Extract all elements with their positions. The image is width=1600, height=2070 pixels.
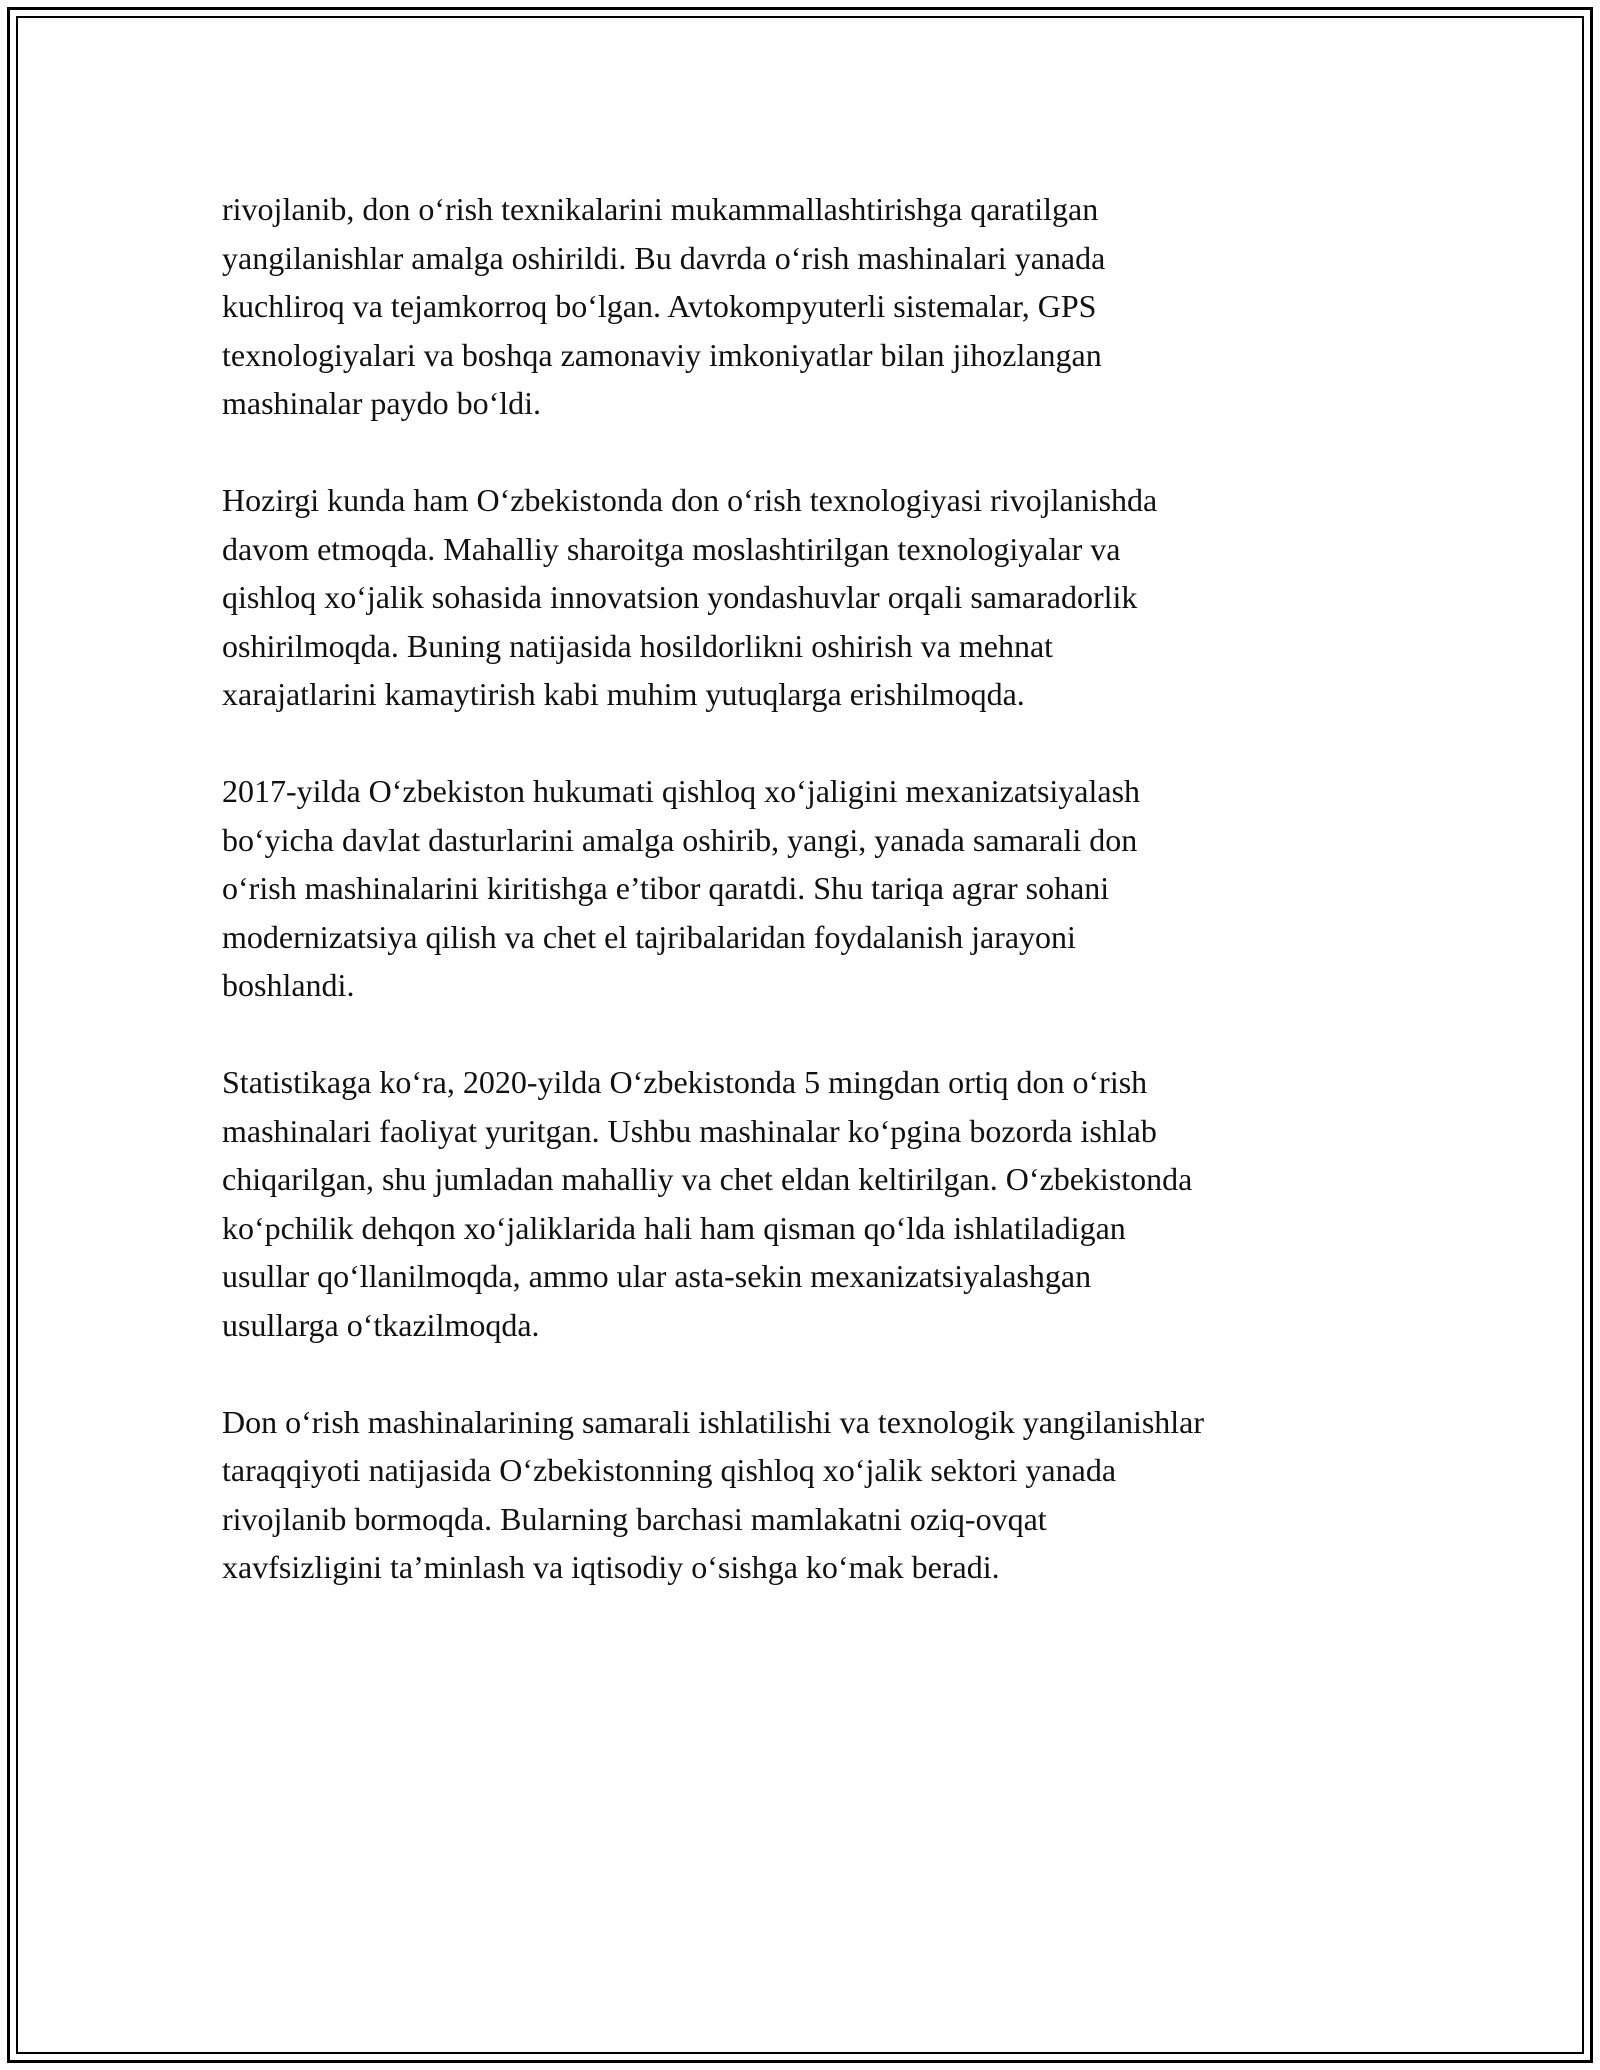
text-line: boshlandi. (222, 967, 355, 1003)
document-body (222, 185, 1382, 1640)
paragraph (222, 1058, 1382, 1349)
text-line: xavfsizligini ta’minlash va iqtisodiy o‘sishga ko‘mak beradi. (222, 1549, 1000, 1585)
text-line: Statistikaga ko‘ra, 2020-yilda O‘zbekistonda 5 mingdan ortiq don o‘rish (222, 1064, 1148, 1100)
text-line: taraqqiyoti natijasida O‘zbekistonning qishloq xo‘jalik sektori yanada (222, 1452, 1117, 1488)
text-line: o‘rish mashinalarini kiritishga e’tibor qaratdi. Shu tariqa agrar sohani (222, 870, 1110, 906)
text-line: xarajatlarini kamaytirish kabi muhim yutuqlarga erishilmoqda. (222, 676, 1025, 712)
text-line: mashinalari faoliyat yuritgan. Ushbu mashinalar ko‘pgina bozorda ishlab (222, 1112, 1157, 1149)
text-line: rivojlanib, don o‘rish texnikalarini mukammallashtirishga qaratilgan (222, 191, 1099, 227)
paragraph (222, 767, 1382, 1010)
text-line: usullarga o‘tkazilmoqda. (222, 1306, 540, 1343)
paragraph (222, 1398, 1382, 1592)
text-line: 2017-yilda O‘zbekiston hukumati qishloq xo‘jaligini mexanizatsiyalash (222, 773, 1141, 809)
text-line: modernizatsiya qilish va chet el tajribalaridan foydalanish jarayoni (222, 918, 1076, 955)
text-line: rivojlanib bormoqda. Bularning barchasi mamlakatni oziq-ovqat (222, 1500, 1047, 1537)
text-line: kuchliroq va tejamkorroq bo‘lgan. Avtokompyuterli sistemalar, GPS (222, 288, 1097, 324)
text-line: Hozirgi kunda ham O‘zbekistonda don o‘rish texnologiyasi rivojlanishda (222, 482, 1158, 518)
text-line: texnologiyalari va boshqa zamonaviy imkoniyatlar bilan jihozlangan (222, 336, 1102, 373)
text-line: davom etmoqda. Mahalliy sharoitga moslashtirilgan texnologiyalar va (222, 530, 1121, 567)
text-line: oshirilmoqda. Buning natijasida hosildorlikni oshirish va mehnat (222, 627, 1054, 664)
text-line: usullar qo‘llanilmoqda, ammo ular asta-sekin mexanizatsiyalashgan (222, 1258, 1092, 1294)
text-line: qishloq xo‘jalik sohasida innovatsion yondashuvlar orqali samaradorlik (222, 579, 1138, 615)
text-line: bo‘yicha davlat dasturlarini amalga oshirib, yangi, yanada samarali don (222, 821, 1138, 858)
text-line: mashinalar paydo bo‘ldi. (222, 385, 542, 421)
paragraph (222, 476, 1382, 719)
text-line: ko‘pchilik dehqon xo‘jaliklarida hali ham qisman qo‘lda ishlatiladigan (222, 1209, 1126, 1246)
text-line: Don o‘rish mashinalarining samarali ishlatilishi va texnologik yangilanishlar (222, 1403, 1205, 1440)
text-line: yangilanishlar amalga oshirildi. Bu davrda o‘rish mashinalari yanada (222, 239, 1106, 276)
text-line: chiqarilgan, shu jumladan mahalliy va chet eldan keltirilgan. O‘zbekistonda (222, 1161, 1193, 1197)
paragraph (222, 185, 1382, 428)
